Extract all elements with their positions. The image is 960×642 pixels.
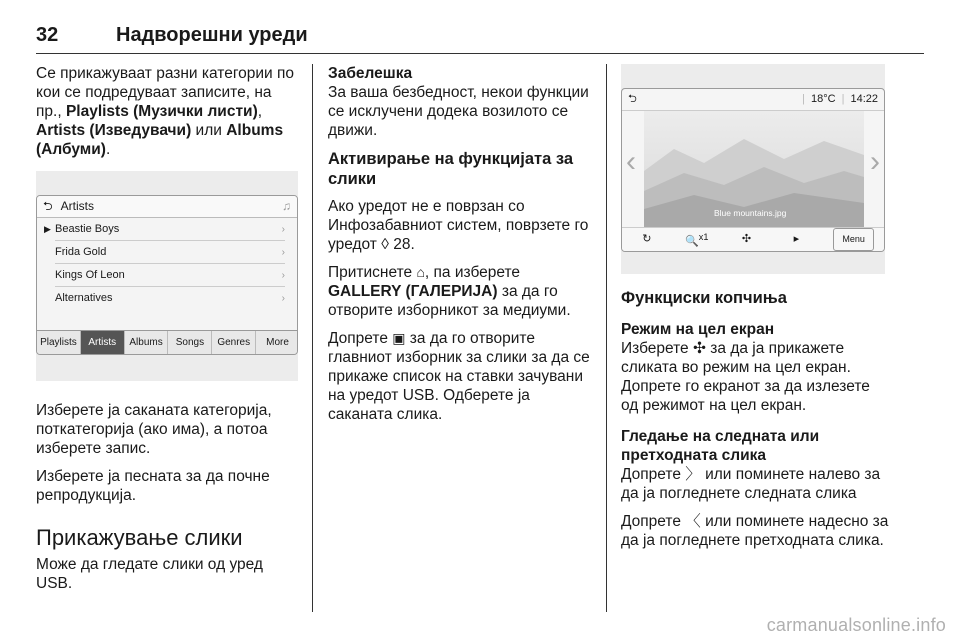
fullscreen-icon[interactable]: ✣ [741,233,752,245]
watermark: carmanualsonline.info [766,615,946,635]
heading-fullscreen: Режим на цел екран [621,321,775,338]
column-1 [36,64,298,602]
picture-display[interactable] [644,111,864,229]
next-picture-icon[interactable]: › [870,145,880,178]
paragraph-previous: Допрете 〈 или поминете надесно за да ја погледнете претходната слика. [621,513,889,549]
category-tabs [37,330,298,354]
menu-button[interactable]: Menu [833,228,874,251]
intro-paragraph: Се прикажуваат разни категории по кои се подредуваат записите, на пр., Playlists (Музички листи), Artists (Изведувачи) или Albums (Албуми). [36,65,295,158]
heading-activate-pictures: Активирање на функцијата за слики [328,150,574,188]
picture-viewer-screen [621,88,885,252]
paragraph-pictures-usb: Може да гледате слики од уред USB. [36,556,263,592]
heading-function-buttons: Функциски копчиња [621,289,787,307]
tab-songs[interactable]: Songs [168,331,212,354]
list-item[interactable]: Frida Gold › [55,241,285,264]
paragraph-open-pictures: Допрете ▣ за да го отворите главниот изборник за слики за да се прикаже список на ставки зачувани на уредот USB. Одберете ја саканата слика. [328,330,590,423]
chevron-left-icon: 〈 [685,513,701,530]
list-item[interactable]: Alternatives › [55,287,285,310]
slideshow-icon[interactable]: ▸ [793,233,800,245]
page-header [36,24,924,54]
reference-icon: ◊ [381,236,389,253]
column-2 [328,64,592,433]
paragraph-next: Допрете 〉 или поминете налево за да ја погледнете следната слика [621,466,881,502]
column-divider [312,64,313,612]
time-readout: 14:22 [850,93,878,105]
tab-more[interactable]: More [256,331,298,354]
artists-screen-figure [36,171,298,381]
chevron-right-icon: › [281,293,285,304]
back-arrow-icon[interactable]: ⮌ [628,93,637,105]
back-arrow-icon[interactable]: ⮌ [43,199,53,213]
chevron-right-icon: › [281,269,285,281]
heading-pictures: Прикажување слики [36,525,243,550]
picture-viewer-header: ⮌ | 18°C | 14:22 [622,89,884,111]
tab-artists[interactable]: Artists [81,331,125,354]
paragraph-connect-device: Ако уредот не е поврзан со Инфозабавниот систем, поврзете го уредот ◊ 28. [328,198,589,253]
music-note-icon[interactable]: ♫ [282,199,291,213]
zoom-icon[interactable]: 🔍$^{x1}$ [685,231,709,248]
column-3 [621,64,889,559]
chevron-right-icon: › [281,246,285,258]
home-icon: ⌂ [416,264,425,280]
picture-caption: Blue mountains.jpg [714,208,787,218]
paragraph-press-home: Притиснете ⌂, па изберете GALLERY (ГАЛЕРИЈА) за да го отворите изборникот за медиуми. [328,264,571,319]
paragraph-select-song: Изберете ја песната за да почне репродукција. [36,468,270,504]
artists-screen [36,195,298,355]
artists-screen-title: Artists [60,199,94,213]
tab-genres[interactable]: Genres [212,331,256,354]
list-item[interactable]: ▶ Beastie Boys › [55,218,285,241]
picture-icon: ▣ [392,330,406,346]
paragraph-select-category: Изберете ја саканата категорија, поткатегорија (ако има), а потоа изберете запис. [36,402,272,457]
note-text: За ваша безбедност, некои функции се исклучени додека возилото се движи. [328,84,589,139]
note-title: Забелешка [328,65,413,82]
heading-next-previous: Гледање на следната или претходната слика [621,428,820,464]
previous-picture-icon[interactable]: ‹ [626,145,636,178]
chevron-right-icon: 〉 [685,466,701,483]
temperature-readout: 18°C [811,93,836,105]
tab-playlists[interactable]: Playlists [37,331,81,354]
chevron-right-icon: › [281,223,285,235]
page-number: 32 [36,24,59,46]
header-title: Надворешни уреди [116,24,308,46]
artists-screen-header [37,196,297,218]
picture-controls [622,227,885,251]
column-divider [606,64,607,612]
list-item[interactable]: Kings Of Leon › [55,264,285,287]
fullscreen-icon: ✣ [692,340,706,357]
rotate-icon[interactable]: ↻ [642,233,652,245]
picture-viewer-figure [621,64,885,274]
tab-albums[interactable]: Albums [125,331,169,354]
play-icon: ▶ [44,223,51,234]
paragraph-fullscreen: Изберете ✣ за да ја прикажете сликата во режим на цел екран. Допрете го екранот за да излезете од режимот на цел екран. [621,340,870,414]
artists-list [37,218,297,330]
